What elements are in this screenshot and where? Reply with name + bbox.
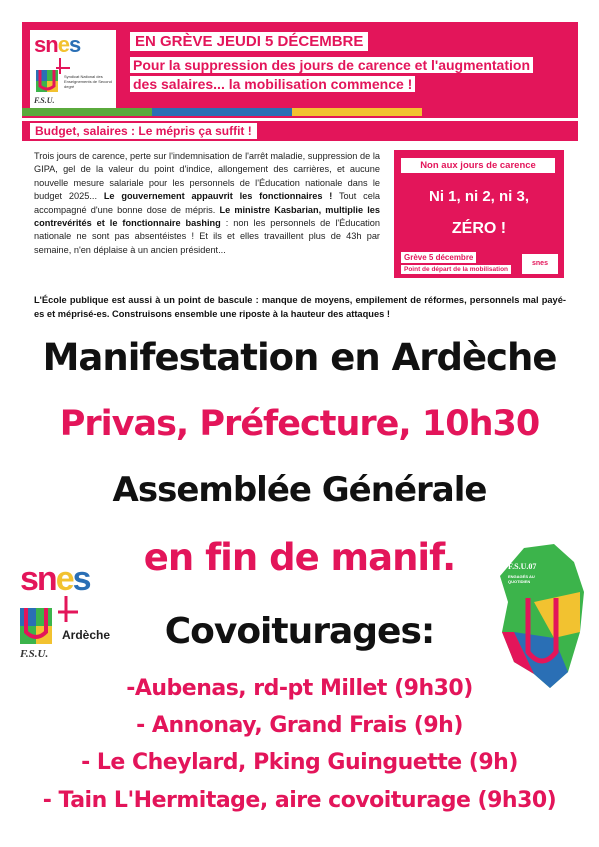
snes-fsu-logo (30, 30, 116, 110)
snes-ardeche-fsu: F.S.U. (20, 648, 49, 660)
covoit-item: - Annonay, Grand Frais (9h) (136, 713, 463, 738)
covoit-item: - Le Cheylard, Pking Guinguette (9h) (81, 750, 518, 775)
subhead-line2: des salaires... la mobilisation commence ! (130, 76, 415, 92)
callout-zero: ZÉRO ! (451, 220, 507, 237)
budget-label: Budget, salaires : Le mépris ça suffit ! (30, 123, 257, 139)
covoit-item: - Tain L'Hermitage, aire covoiturage (9h30) (42, 788, 557, 813)
fsu07-map-logo (494, 542, 588, 692)
logo-subtitle: Syndicat National des Enseignements de Second degré (64, 74, 112, 89)
callout-ni: Ni 1, ni 2, ni 3, (428, 188, 530, 205)
map-logo-fsu: F.S.U.07 (508, 562, 537, 571)
budget-bar (22, 121, 578, 141)
body-paragraph (34, 150, 380, 257)
subhead-line1: Pour la suppression des jours de carence et l'augmentation (130, 57, 533, 73)
assemblee-generale: Assemblée Générale (112, 470, 487, 510)
callout-snes-logo: snes (522, 254, 558, 274)
covoit-item: -Aubenas, rd-pt Millet (9h30) (126, 676, 473, 701)
ardeche-label: Ardèche (62, 628, 111, 642)
privas-location: Privas, Préfecture, 10h30 (59, 404, 540, 444)
logo-snes-text: snes (34, 32, 81, 57)
snes-ardeche-logo-text: snes (20, 560, 90, 598)
snes-ardeche-logo (20, 560, 130, 670)
ecole-paragraph: L'École publique est aussi à un point de bascule : manque de moyens, empilement de réformes, personnels mal payé-es et méprisé-es. Construisons ensemble une riposte à la hauteur des attaques ! (34, 295, 566, 319)
body-p2: Tout cela accompagné d'une bonne dose de mépris. (34, 191, 380, 215)
callout-date: Grève 5 décembre (401, 252, 476, 263)
logo-fsu: F.S.U. (34, 96, 55, 105)
subhead (130, 56, 585, 94)
carence-callout (394, 150, 564, 278)
callout-point: Point de départ de la mobilisation (401, 265, 511, 274)
header-banner (22, 22, 578, 118)
manifestation-title: Manifestation en Ardèche (42, 336, 557, 379)
body-p2-bold: Le ministre Kasbarian, multiplie les contrevérités et le fonctionnaire bashing (34, 204, 380, 229)
callout-title: Non aux jours de carence (401, 158, 555, 173)
body-p1: Trois jours de carence, perte sur l'indemnisation de l'arrêt maladie, suppression de la GIPA, gel de la valeur du point d'indice, allongement des carrières, et aucune nouvelle mesure salariale pour les personnels de l'Éducation nationale dans le budget 2025... (34, 151, 380, 202)
map-logo-caption: ENGAGÉS AU QUOTIDIEN (508, 574, 535, 584)
body-p1-bold: Le gouvernement appauvrit les fonctionnaires ! (103, 191, 333, 202)
headline: EN GRÈVE JEUDI 5 DÉCEMBRE (130, 32, 368, 51)
body-p3: : non les personnels de l'Éducation nationale ne sont pas absentéistes ! Et ils et elles travaillent plus de 43h par semaine, n'en déplaise à un ancien président... (34, 218, 380, 255)
stripe-pink (422, 108, 578, 116)
stripe-green (22, 108, 152, 116)
stripe-yellow (292, 108, 422, 116)
fin-de-manif: en fin de manif. (143, 536, 456, 579)
stripe-blue (152, 108, 292, 116)
covoiturages-title: Covoiturages: (164, 611, 435, 652)
